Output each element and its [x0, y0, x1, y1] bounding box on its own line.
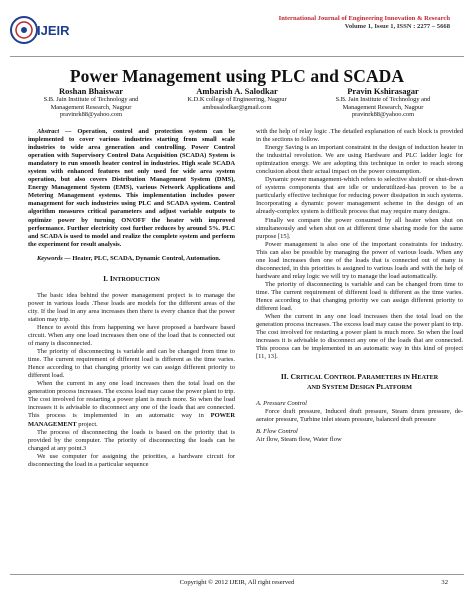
paragraph: The priority of disconnecting is variable and can be changed from time to time. The current requirement of different load is different as the time varies. Hence according to that changing priority we can assign different priority to different load.: [28, 348, 235, 380]
author-email: ambusalodkar@gmail.com: [202, 103, 272, 111]
journal-name: International Journal of Engineering Innovation & Research: [278, 15, 450, 22]
keywords-label: Keywords —: [37, 254, 73, 262]
paragraph: Energy Saving is an important constraint in the design of induction heater in the industrial revolution. We are using Hardware and PLC ladder logic for optimization energy. We are adopting this technique in order to reach strong conclusion about their actual impact on the power consumption.: [256, 144, 463, 176]
abstract-text: Operation, control and protection system can be implemented to cover various industries starting from small scale industries to wide area generation and controlling. Power Control operation with Supervisory Control Data Acquisition (SCADA) System is mandatory to run smooth heater control in industries. High scale SCADA system with enhanced features not only used for wide area system operation, but also covers Distribution Management System (DMS), Energy Management System (EMS), various Network Applications and Metering Management systems. This implementation includes power management for such industries using PLC and SCADA system. Control algorithm measures critical parameters and adjust variable outputs to optimize power by turning ON/OFF the heater with improved performance. Further electricity cost further reduces by around 5%. PLC and SCADA is used to model and realize the complete system and perform the experiment for result analysis.: [28, 128, 235, 248]
author-block-2: [162, 86, 312, 111]
author-email: pravinrk88@yahoo.com: [351, 111, 415, 119]
paragraph: Force draft pressure, Induced draft pressure, Steam drum pressure, de-aerator pressure, Turbine inlet steam pressure, balanced draft pressure: [256, 408, 463, 424]
author-affiliation: K.D.K college of Engineering, Nagpur: [187, 96, 287, 103]
page-number: 32: [441, 579, 448, 586]
paragraph: When the current in any one load increases then the total load on the generation process increases. The excess load may cause the power plant to trip. The cost involved for restarting a power plant is much more. So when the load increases it is advisable to disconnect any one of the loads that are connected. This process can be implemented in an automatic way in this kind of project [11, 13].: [256, 313, 463, 361]
keywords: [28, 255, 235, 263]
author-block-1: [16, 86, 166, 119]
paragraph: When the current in any one load increases then the total load on the generation process increases. The excess load may cause the power plant to trip. The cost involved for restarting a power plant is much more. So when the load increases it is advisable to disconnect any one of the loads that are connected. This process is implemented in an automatic way in POWER MANAGEMENT project.: [28, 380, 235, 428]
author-affiliation: Management Research, Nagpur: [342, 103, 424, 111]
paragraph: Air flow, Steam flow, Water flow: [256, 435, 342, 443]
footer-rule: [10, 574, 464, 575]
paragraph: Finally we compare the power consumed by all heater when shut on simultaneously and when shut on at different time sharing mode for the same purpose [15].: [256, 216, 463, 240]
author-affiliation: S.B. Jain Institute of Technology and: [43, 96, 139, 103]
subsection-heading-pressure: A. Pressure Control: [256, 400, 307, 408]
paragraph: Power management is also one of the important constraints for industry. This can also be possible by managing the power of various loads. When any one load increases then one of the loads that is connected out of many is disconnected, in this priorities is assigned to various loads and with the help of hardware and relay logic we will try to manage the load automatically.: [256, 240, 463, 280]
copyright-footer: Copyright © 2012 IJEIR, All right reserved: [179, 579, 295, 586]
abstract-label: Abstract —: [37, 128, 78, 135]
author-affiliation: Management Research, Nagpur: [50, 103, 132, 111]
paper-title: Power Management using PLC and SCADA: [69, 66, 405, 86]
author-name: Roshan Bhaiswar: [58, 86, 123, 96]
header-rule: [10, 56, 464, 57]
bold-phrase: POWER MANAGEMENT: [28, 412, 235, 428]
paragraph: Hence to avoid this from happening we have proposed a hardware based circuit. When any one load increases then one of the load that is connected out of many is disconnected.: [28, 323, 235, 348]
paragraph: The process of disconnecting the loads is based on the priority that is provided by the computer. The priority of disconnecting the loads can be changed at any point.3: [28, 428, 235, 452]
keywords-text: Heater, PLC, SCADA, Dynamic Control, Automation.: [72, 254, 221, 262]
journal-header: [279, 15, 450, 31]
right-column: [256, 128, 463, 444]
journal-logo: [10, 8, 74, 52]
section-heading-critical-control: II. CRITICAL CONTROL PARAMETERS IN HEATER AND SYSTEM DESIGN PLATFORM: [280, 372, 439, 392]
paragraph: The basic idea behind the power management project is to manage the power in various loads .These loads are models for the different areas of the city. If the load in any area increases then there is every chance that the power station may trip.: [28, 291, 235, 323]
paragraph: with the help of relay logic .The detailed explanation of each block is provided in the sections to follow.: [256, 128, 463, 144]
svg-text:IJEIR: IJEIR: [37, 23, 70, 38]
subsection-heading-flow: B. Flow Control: [256, 427, 298, 435]
author-name: Ambarish A. Salodkar: [196, 86, 278, 96]
author-block-3: [308, 86, 458, 119]
left-column: [28, 128, 235, 469]
abstract: [28, 128, 235, 249]
volume-info: Volume 1, Issue 1, ISSN : 2277 – 5668: [344, 23, 450, 30]
paragraph: We use computer for assigning the priorities, a hardware circuit for disconnecting the load in a particular sequence: [28, 452, 235, 468]
author-email: pravinrk88@yahoo.com: [59, 111, 123, 119]
paragraph: Dynamic power management-which refers to selective shutoff or shut-down of systems components that are idle or underutilized-has proven to be a particularly effective technique for reducing power dissipation in such systems. Incorporating a dynamic power management scheme in the design of an already-complex system is difficult process that may require many designs.: [256, 176, 463, 216]
author-name: Pravin Kshirasagar: [347, 86, 419, 96]
author-affiliation: S.B. Jain Institute of Technology and: [335, 96, 431, 103]
section-heading-introduction: I. INTRODUCTION: [103, 273, 160, 283]
paragraph: The priority of disconnecting is variable and can be changed from time to time. The current requirement of different load is different as the time varies. Hence according to that changing priority we can assign different priority to different load.: [256, 280, 463, 313]
